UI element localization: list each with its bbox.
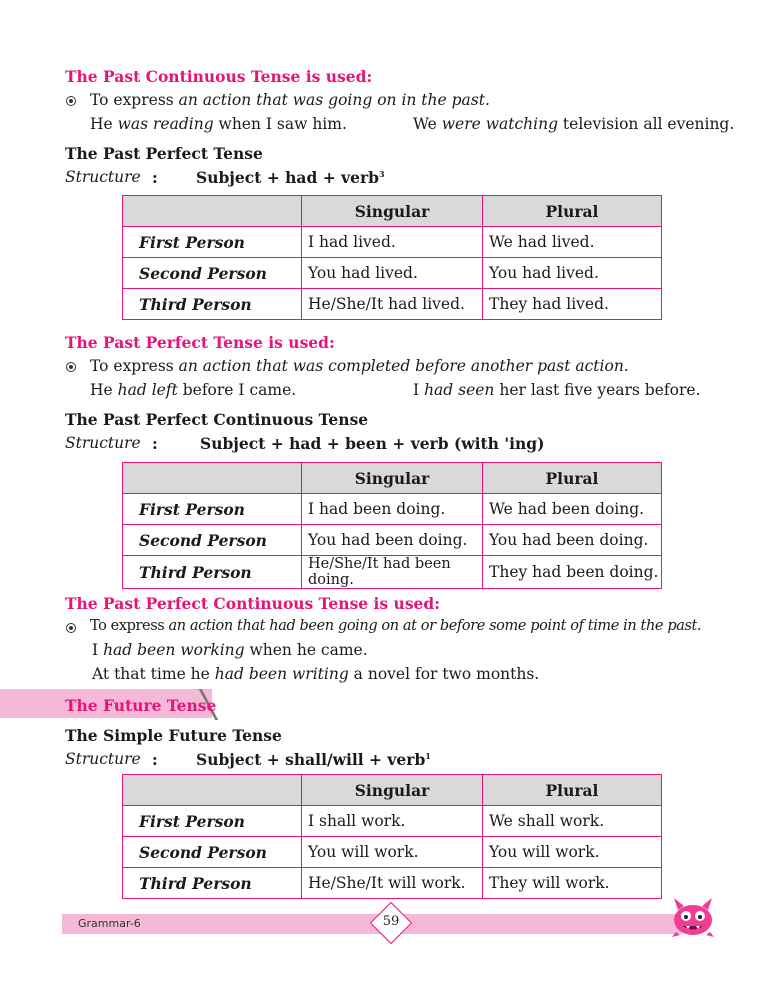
section-heading: The Past Perfect Continuous Tense [65,410,369,429]
person-cell: Third Person [123,556,302,589]
table-row [123,227,662,258]
example-sentence: I had seen her last five years before. [413,381,701,399]
table-header-cell: Plural [483,196,662,227]
section-heading: The Past Perfect Tense is used: [65,333,335,352]
bullet-icon [66,362,76,372]
plural-cell: They had lived. [483,289,662,320]
structure-formula: Subject + had + verb$^3$ [196,168,385,187]
table-header-cell [123,463,302,494]
singular-cell: I had lived. [302,227,483,258]
table-row [123,556,662,589]
table-header-cell: Singular [302,775,483,806]
singular-cell: You had lived. [302,258,483,289]
monster-mascot-icon [668,890,718,940]
structure-colon: : [152,750,158,769]
bullet-text: To express an action that was completed before another past action. [90,357,629,375]
table-row [123,525,662,556]
example-sentence: He was reading when I saw him. [90,115,347,133]
bullet-text: To express an action that had been going on at or before some point of time in the past. [90,618,702,634]
singular-cell: He/She/It had been doing. [302,556,483,589]
structure-label: Structure [65,168,141,186]
singular-cell: He/She/It will work. [302,868,483,899]
table-header-cell: Singular [302,196,483,227]
table-header-cell [123,196,302,227]
person-cell: Second Person [123,837,302,868]
person-cell: First Person [123,494,302,525]
table-header-cell [123,775,302,806]
table-header-row [123,775,662,806]
past-perfect-table [122,195,662,320]
section-heading: The Past Perfect Tense [65,144,263,163]
table-header-row [123,196,662,227]
singular-cell: You will work. [302,837,483,868]
page-number: 59 [382,914,400,929]
person-cell: First Person [123,806,302,837]
bullet-icon [66,623,76,633]
structure-formula: Subject + shall/will + verb$^1$ [196,750,431,769]
singular-cell: I shall work. [302,806,483,837]
structure-colon: : [152,434,158,453]
plural-cell: You had lived. [483,258,662,289]
plural-cell: They had been doing. [483,556,662,589]
bullet-icon [66,96,76,106]
plural-cell: We shall work. [483,806,662,837]
example-sentence: I had been working when he came. [92,641,368,659]
structure-label: Structure [65,434,141,452]
table-header-cell: Plural [483,463,662,494]
table-header-cell: Plural [483,775,662,806]
section-heading: The Past Perfect Continuous Tense is used: [65,594,440,613]
table-row [123,494,662,525]
example-sentence: He had left before I came. [90,381,297,399]
person-cell: First Person [123,227,302,258]
person-cell: Second Person [123,258,302,289]
plural-cell: You had been doing. [483,525,662,556]
past-perfect-continuous-table [122,462,662,589]
plural-cell: We had lived. [483,227,662,258]
table-row [123,806,662,837]
table-row [123,289,662,320]
person-cell: Second Person [123,525,302,556]
example-sentence: At that time he had been writing a novel for two months. [92,665,540,683]
singular-cell: He/She/It had lived. [302,289,483,320]
footer-book-title: Grammar-6 [78,917,141,930]
plural-cell: You will work. [483,837,662,868]
table-header-row [123,463,662,494]
bullet-text: To express an action that was going on in the past. [90,91,490,109]
person-cell: Third Person [123,289,302,320]
plural-cell: They will work. [483,868,662,899]
section-heading: The Simple Future Tense [65,726,282,745]
table-row [123,837,662,868]
section-heading: The Past Continuous Tense is used: [65,67,373,86]
band-label: The Future Tense [65,696,217,715]
plural-cell: We had been doing. [483,494,662,525]
example-sentence: We were watching television all evening. [413,115,735,133]
table-row [123,868,662,899]
structure-colon: : [152,168,158,187]
table-row [123,258,662,289]
table-header-cell: Singular [302,463,483,494]
structure-formula: Subject + had + been + verb (with 'ing) [200,434,545,453]
singular-cell: You had been doing. [302,525,483,556]
structure-label: Structure [65,750,141,768]
simple-future-table [122,774,662,899]
singular-cell: I had been doing. [302,494,483,525]
person-cell: Third Person [123,868,302,899]
